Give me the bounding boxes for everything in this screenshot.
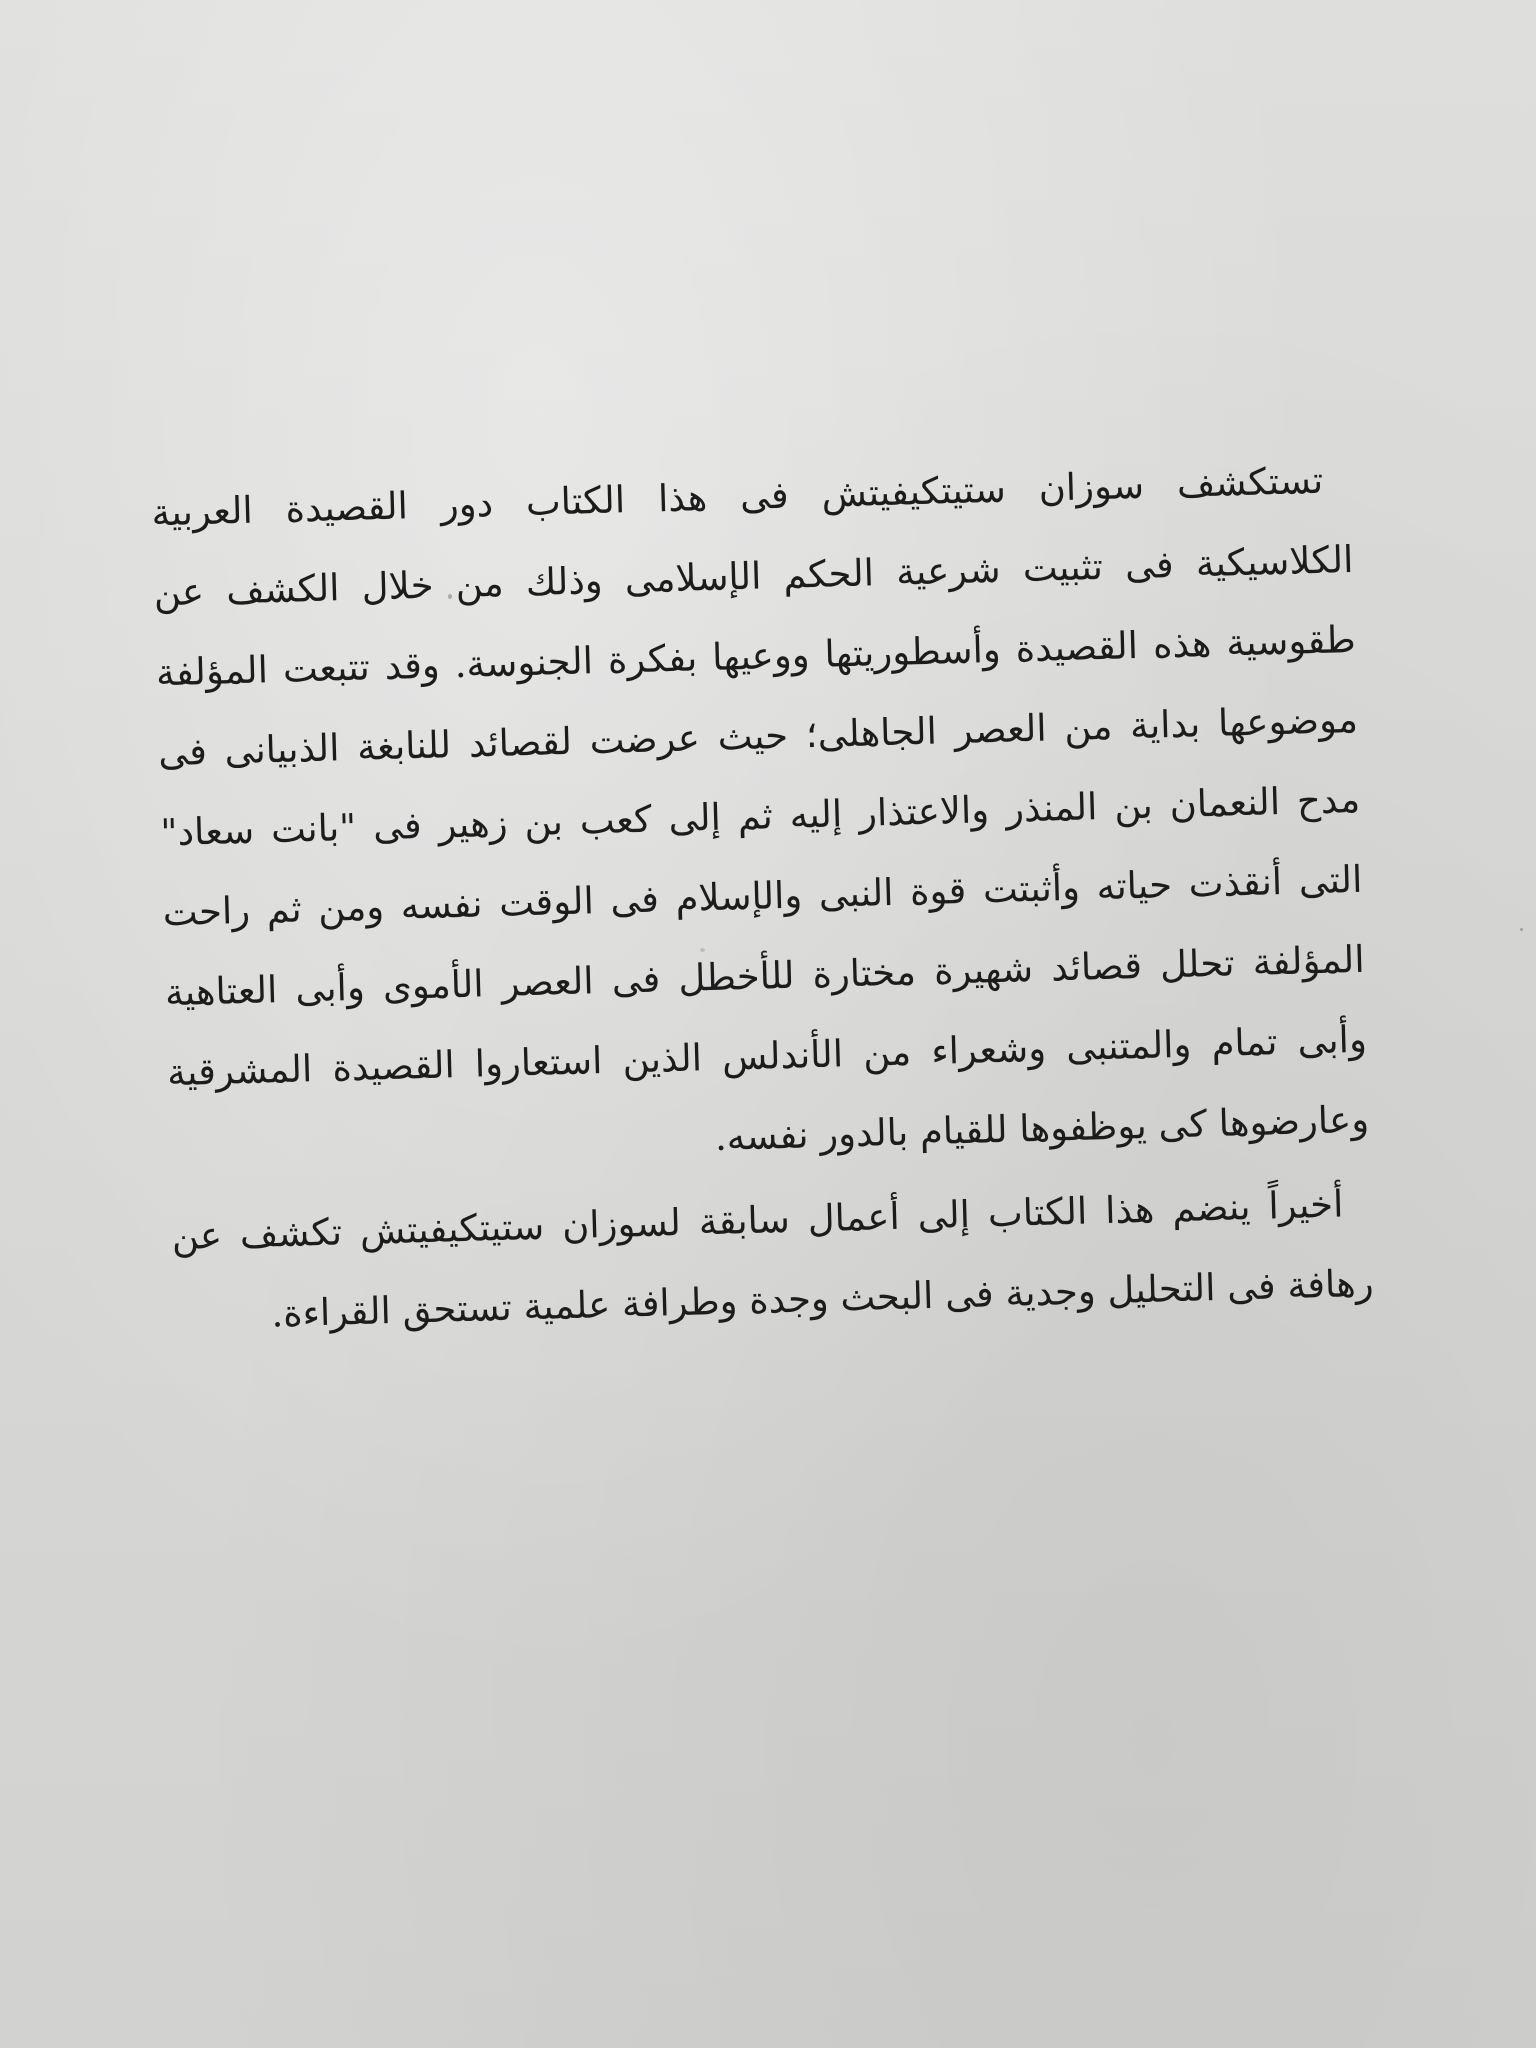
text-line: مدح النعمان بن المنذر والاعتذار إليه ثم إلى كعب بن زهير فى "بانت سعاد" (159, 777, 1361, 855)
body-text (150, 440, 1374, 1357)
text-line: طقوسية هذه القصيدة وأسطوريتها ووعيها بفكرة الجنوسة. وقد تتبعت المؤلفة (155, 617, 1357, 695)
text-line: أخيراً ينضم هذا الكتاب إلى أعمال سابقة لسوزان ستيتكيفيتش تكشف عن (171, 1182, 1344, 1259)
text-line: المؤلفة تحلل قصائد شهيرة مختارة للأخطل فى العصر الأموى وأبى العتاهية (164, 937, 1366, 1015)
paragraph-1 (150, 440, 1370, 1193)
text-line: موضوعها بداية من العصر الجاهلى؛ حيث عرضت لقصائد للنابغة الذبيانى فى (157, 697, 1359, 775)
text-line: رهافة فى التحليل وجدية فى البحث وجدة وطرافة علمية تستحق القراءة. (270, 1261, 1375, 1336)
text-line: التى أنقذت حياته وأثبتت قوة النبى والإسلام فى الوقت نفسه ومن ثم راحت (162, 857, 1363, 935)
text-line: وعارضوها كى يوظفوها للقيام بالدور نفسه. (714, 1097, 1370, 1159)
paper-speck (448, 594, 452, 599)
paper-speck (700, 948, 705, 952)
text-line: وأبى تمام والمتنبى وشعراء من الأندلس الذين استعاروا القصيدة المشرقية (166, 1017, 1368, 1095)
paragraph-2 (171, 1164, 1375, 1357)
text-line: تستكشف سوزان ستيتكيفيتش فى هذا الكتاب دور القصيدة العربية (150, 458, 1324, 535)
paper-speck (1520, 928, 1523, 931)
text-line: الكلاسيكية فى تثبيت شرعية الحكم الإسلامى وذلك من خلال الكشف عن (153, 537, 1354, 615)
